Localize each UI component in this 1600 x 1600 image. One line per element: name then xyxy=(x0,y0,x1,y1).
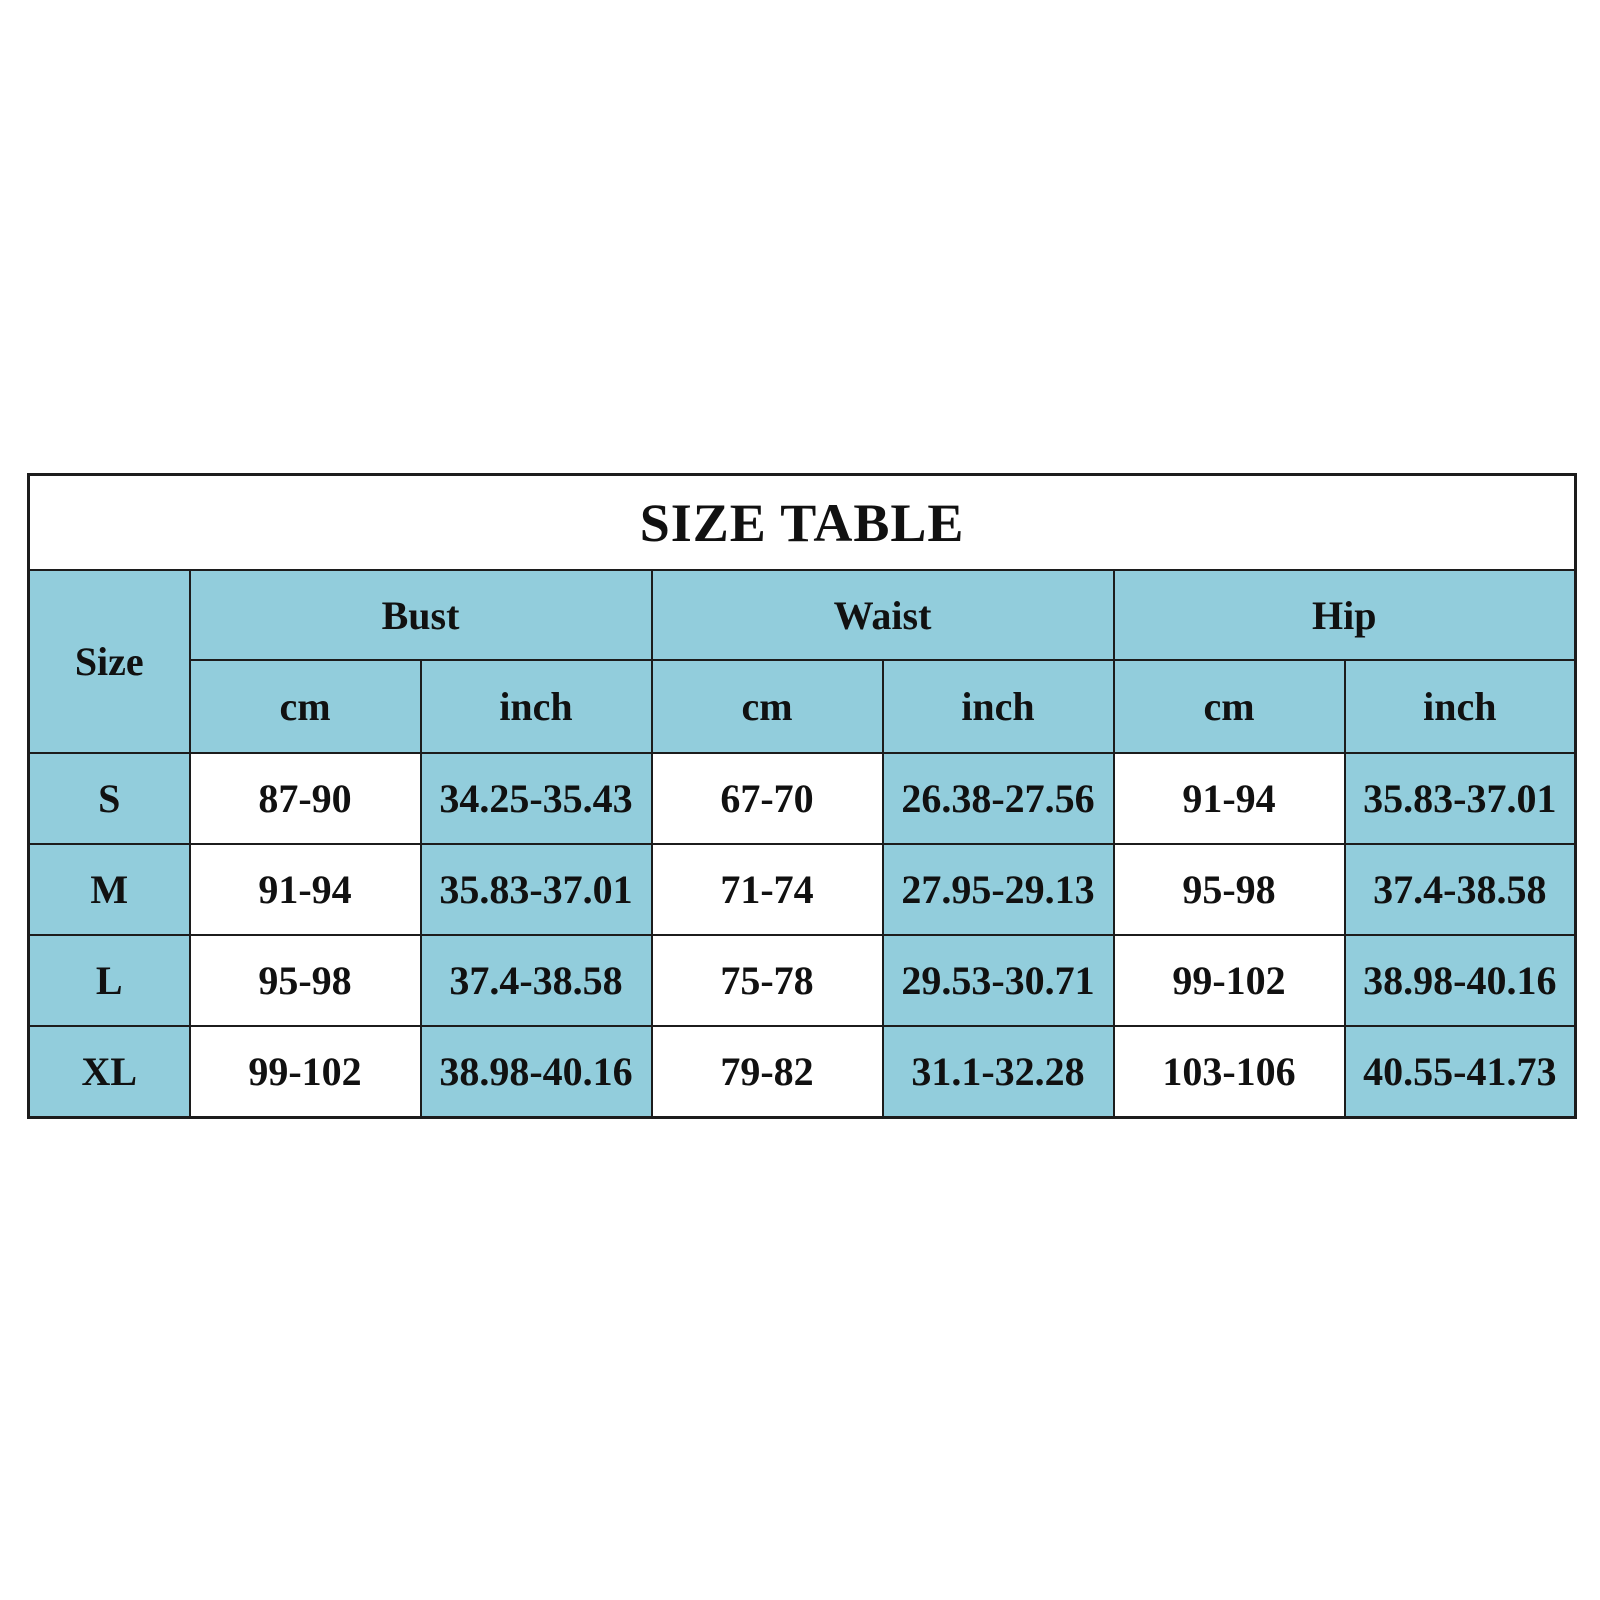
hip-inch-cell: 35.83-37.01 xyxy=(1345,753,1576,844)
hip-cm-cell: 99-102 xyxy=(1114,935,1345,1026)
waist-cm-cell: 79-82 xyxy=(652,1026,883,1118)
title-row xyxy=(29,475,1576,571)
size-cell: S xyxy=(29,753,190,844)
size-table-container xyxy=(27,473,1575,1119)
hip-group-header: Hip xyxy=(1114,570,1576,660)
bust-cm-cell: 91-94 xyxy=(190,844,421,935)
table-row-s xyxy=(29,753,1576,844)
waist-cm-cell: 75-78 xyxy=(652,935,883,1026)
table-row-xl xyxy=(29,1026,1576,1118)
hip-inch-cell: 40.55-41.73 xyxy=(1345,1026,1576,1118)
waist-cm-header: cm xyxy=(652,660,883,753)
bust-cm-header: cm xyxy=(190,660,421,753)
bust-inch-cell: 37.4-38.58 xyxy=(421,935,652,1026)
unit-header-row xyxy=(29,660,1576,753)
size-table xyxy=(27,473,1577,1119)
waist-inch-cell: 26.38-27.56 xyxy=(883,753,1114,844)
waist-inch-header: inch xyxy=(883,660,1114,753)
size-column-header: Size xyxy=(29,570,190,753)
waist-cm-cell: 67-70 xyxy=(652,753,883,844)
bust-inch-header: inch xyxy=(421,660,652,753)
waist-cm-cell: 71-74 xyxy=(652,844,883,935)
size-cell: L xyxy=(29,935,190,1026)
size-cell: M xyxy=(29,844,190,935)
bust-cm-cell: 95-98 xyxy=(190,935,421,1026)
table-title: SIZE TABLE xyxy=(29,475,1576,571)
bust-group-header: Bust xyxy=(190,570,652,660)
waist-inch-cell: 31.1-32.28 xyxy=(883,1026,1114,1118)
waist-inch-cell: 27.95-29.13 xyxy=(883,844,1114,935)
hip-cm-header: cm xyxy=(1114,660,1345,753)
hip-inch-cell: 38.98-40.16 xyxy=(1345,935,1576,1026)
bust-inch-cell: 35.83-37.01 xyxy=(421,844,652,935)
bust-inch-cell: 38.98-40.16 xyxy=(421,1026,652,1118)
table-row-m xyxy=(29,844,1576,935)
size-cell: XL xyxy=(29,1026,190,1118)
group-header-row xyxy=(29,570,1576,660)
bust-cm-cell: 87-90 xyxy=(190,753,421,844)
bust-cm-cell: 99-102 xyxy=(190,1026,421,1118)
hip-cm-cell: 95-98 xyxy=(1114,844,1345,935)
hip-inch-cell: 37.4-38.58 xyxy=(1345,844,1576,935)
waist-group-header: Waist xyxy=(652,570,1114,660)
hip-cm-cell: 91-94 xyxy=(1114,753,1345,844)
hip-cm-cell: 103-106 xyxy=(1114,1026,1345,1118)
bust-inch-cell: 34.25-35.43 xyxy=(421,753,652,844)
hip-inch-header: inch xyxy=(1345,660,1576,753)
waist-inch-cell: 29.53-30.71 xyxy=(883,935,1114,1026)
table-row-l xyxy=(29,935,1576,1026)
